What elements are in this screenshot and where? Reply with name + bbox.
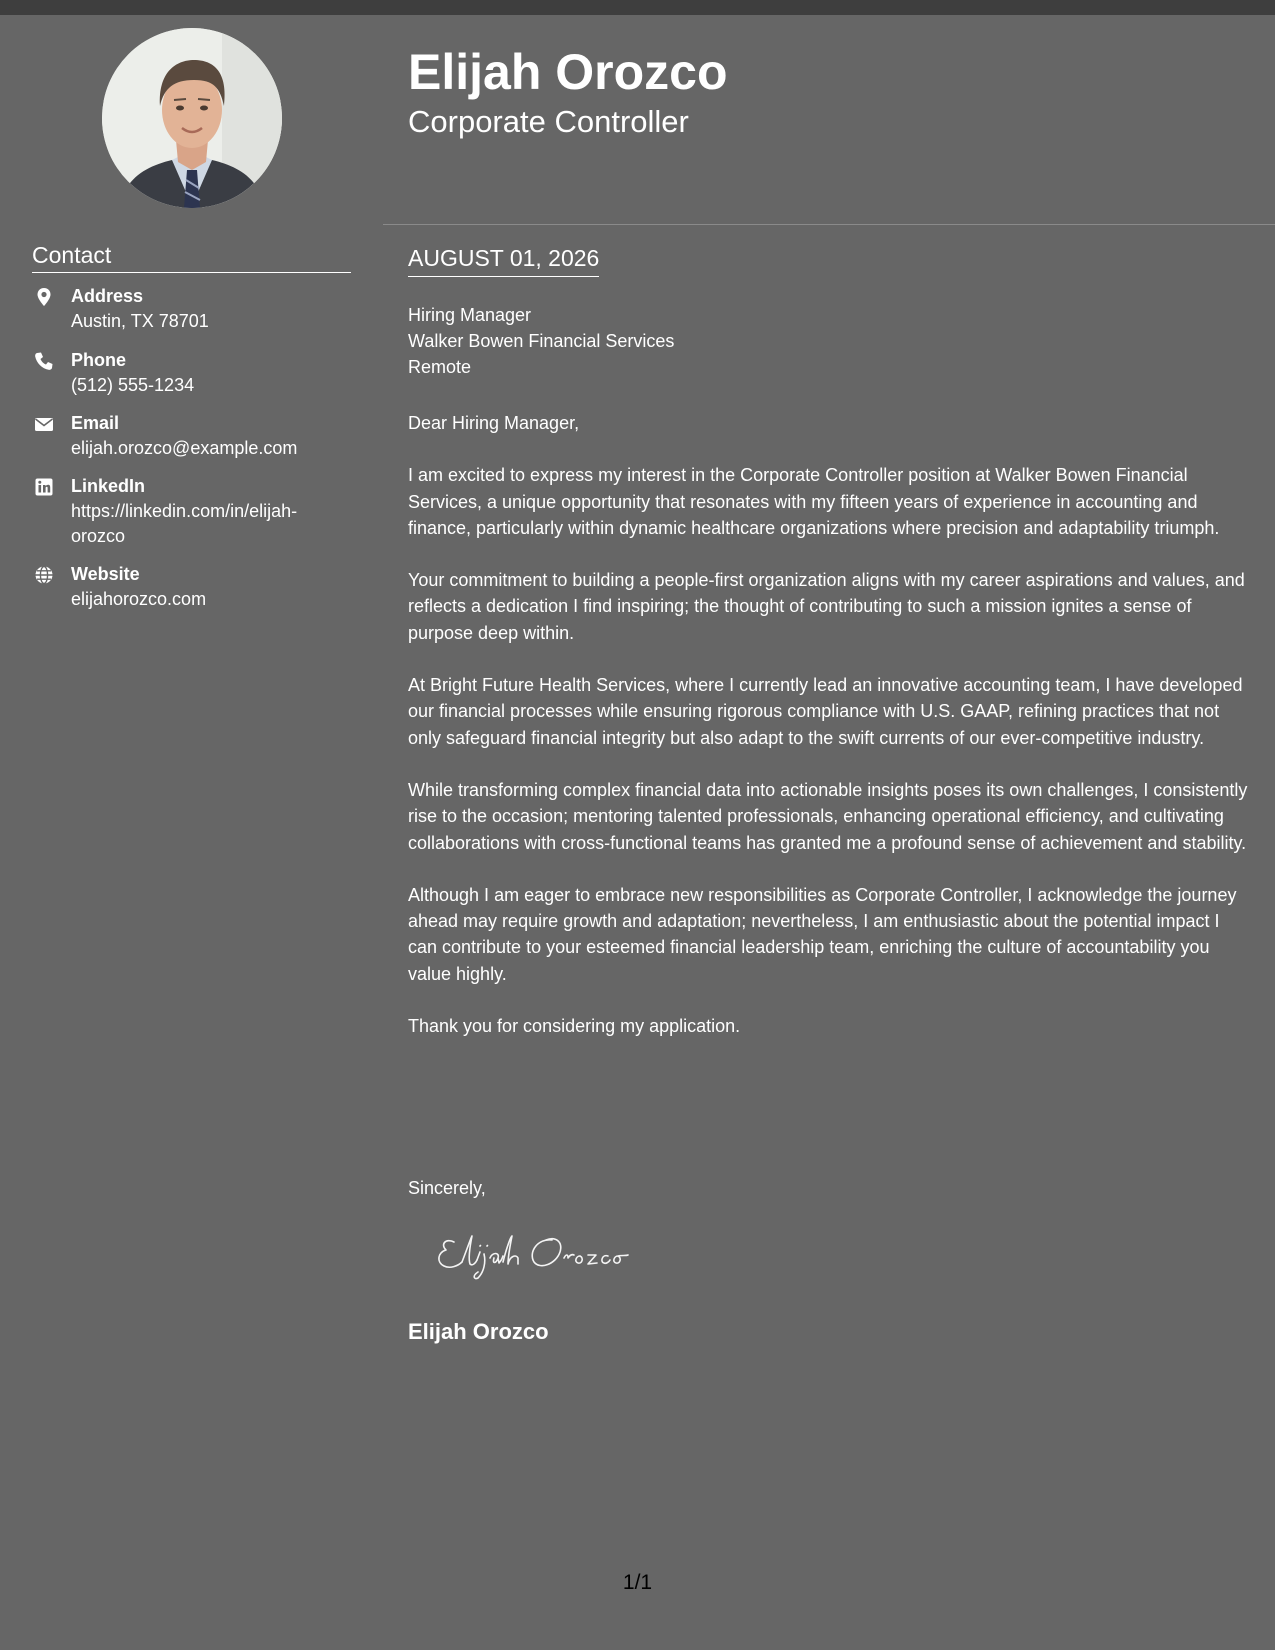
body-paragraph: I am excited to express my interest in the Corporate Controller position at Walker Bowen Financial Services, a unique opportunity that resonates with my fifteen years of experience in accounting and finance, particularly within dynamic healthcare organizations where precision and adaptability triumph. [408,465,1220,538]
contact-label: Email [71,413,120,433]
recipient-name: Hiring Manager [408,305,532,325]
envelope-icon [34,414,54,434]
closing-line: Thank you for considering my application. [408,1016,741,1037]
page-number: 1/1 [622,1571,653,1594]
recipient-location: Remote [408,357,472,377]
email-value[interactable]: elijah.orozco@example.com [71,438,298,458]
applicant-role: Corporate Controller [408,104,689,139]
phone-icon [34,351,54,371]
body-paragraph: Although I am eager to embrace new responsibilities as Corporate Controller, I acknowledge the journey ahead may require growth and adaptation; nevertheless, I am enthusiastic about the potential impact I can contribute to your esteemed financial leadership team, enriching the culture of accountability you value highly. [408,884,1237,984]
recipient-block [408,302,674,380]
applicant-name: Elijah Orozco [408,44,728,100]
recipient-company: Walker Bowen Financial Services [408,331,675,351]
contact-label: Website [71,564,140,584]
signed-name: Elijah Orozco [408,1319,549,1344]
map-pin-icon [34,287,54,307]
website-value[interactable]: elijahorozco.com [71,589,207,609]
body-paragraph: At Bright Future Health Services, where I currently lead an innovative accounting team, I have developed our financial processes while ensuring rigorous compliance with U.S. GAAP, refining practices that not only safeguard financial integrity but also adapt to the swift currents of our ever-competitive industry. [408,675,1243,748]
globe-icon [34,565,54,585]
body-paragraph: While transforming complex financial data into actionable insights poses its own challenges, I consistently rise to the occasion; mentoring talented professionals, enhancing operational efficiency, and cultivating collaborations with cross-functional teams has granted me a profound sense of achievement and stability. [408,779,1248,853]
salutation: Dear Hiring Manager, [408,413,580,433]
signoff: Sincerely, [408,1178,486,1198]
contact-heading: Contact [32,240,351,273]
linkedin-icon [34,477,54,497]
handwritten-signature [432,1228,662,1283]
top-bar [0,0,1275,15]
contact-label: Address [71,286,144,306]
address-value: Austin, TX 78701 [71,311,209,331]
contact-label: LinkedIn [71,476,146,496]
body-paragraph: Your commitment to building a people-first organization aligns with my career aspirations and values, and reflects a dedication I find inspiring; the thought of contributing to such a mission ignites a sense of purpose deep within. [408,570,1245,643]
profile-photo [102,28,282,208]
contact-label: Phone [71,350,127,370]
phone-value: (512) 555-1234 [71,375,195,395]
letter-date: AUGUST 01, 2026 [408,243,599,277]
letter-body [408,410,1248,1065]
header-divider [383,224,1275,225]
linkedin-value[interactable]: https://linkedin.com/in/elijah-orozco [71,501,298,546]
